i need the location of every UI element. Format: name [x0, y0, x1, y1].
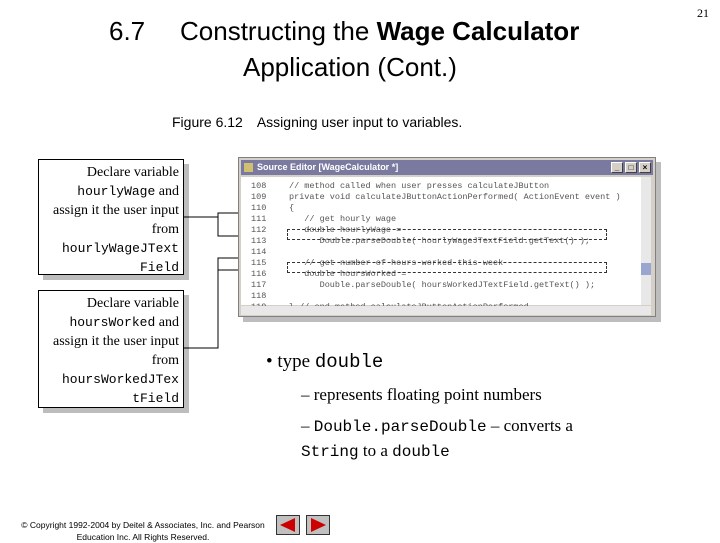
copyright-notice: [8, 519, 278, 543]
vertical-scrollbar[interactable]: [641, 177, 651, 305]
code-line: Double.parseDouble( hourlyWageJTextField.getText() );: [289, 236, 590, 246]
line-number: 117: [251, 280, 267, 290]
sub-bullet-text: to a: [358, 441, 393, 460]
minimize-icon[interactable]: _: [611, 162, 623, 173]
code-line: // method called when user presses calculateJButton: [289, 181, 550, 191]
code-line: Double.parseDouble( hoursWorkedJTextField.getText() );: [289, 280, 596, 290]
callout-code: hoursWorkedJTex tField: [61, 372, 179, 406]
prev-slide-button[interactable]: [276, 515, 300, 535]
callout-text: and assign it the user input from: [53, 184, 179, 237]
line-number: 118: [251, 291, 267, 301]
editor-titlebar: [241, 160, 653, 175]
figure-number: Figure 6.12: [172, 114, 243, 130]
editor-title: Source Editor [WageCalculator *]: [257, 162, 399, 172]
callout-code: hourlyWage: [77, 184, 156, 199]
copyright-line1: © Copyright 1992-2004 by Deitel & Associates, Inc. and Pearson: [21, 520, 265, 530]
sub-bullet-floating-point: – represents floating point numbers: [301, 385, 542, 404]
callout-code: hourlyWageJText Field: [61, 241, 179, 275]
next-slide-button[interactable]: [306, 515, 330, 535]
callout-text: and assign it the user input from: [53, 315, 179, 368]
section-number: 6.7: [109, 16, 146, 46]
line-number: 114: [251, 247, 267, 257]
code-line: {: [289, 203, 295, 213]
bullet-type-double: [266, 351, 383, 373]
sub-bullet-text: –: [301, 416, 314, 435]
line-number: 110: [251, 203, 267, 213]
code-line: double hourlyWage =: [289, 225, 402, 235]
line-gutter: [241, 177, 277, 305]
next-arrow-icon: [307, 516, 329, 534]
callout-text: Declare variable: [86, 296, 179, 311]
line-number: 108: [251, 181, 267, 191]
line-number: 111: [251, 214, 267, 224]
maximize-icon[interactable]: □: [625, 162, 637, 173]
highlight-hours-worked: [287, 262, 607, 273]
page-number: 21: [697, 6, 709, 20]
close-icon[interactable]: ×: [639, 162, 651, 173]
title-prefix: Constructing the: [180, 16, 377, 46]
horizontal-scrollbar[interactable]: [241, 306, 651, 315]
code-line: private void calculateJButtonActionPerformed( ActionEvent event ): [289, 192, 621, 202]
callout-text: Declare variable: [86, 165, 179, 180]
sub-bullet-text: – converts a: [486, 416, 573, 435]
slide-title-line2: Application (Cont.): [243, 52, 457, 82]
prev-arrow-icon: [277, 516, 299, 534]
bullet-text: • type: [266, 351, 315, 372]
callout-code: hoursWorked: [69, 315, 156, 330]
line-number: 109: [251, 192, 267, 202]
scroll-thumb[interactable]: [641, 263, 651, 275]
source-editor-window: [238, 157, 656, 317]
line-number: 112: [251, 225, 267, 235]
figure-caption-text: Assigning user input to variables.: [256, 114, 463, 130]
line-number: 116: [251, 269, 267, 279]
code-line: // get number of hours worked this week: [289, 258, 504, 268]
title-bold: Wage Calculator: [376, 16, 580, 46]
line-number: 113: [251, 236, 267, 246]
code-line: double hoursWorked =: [289, 269, 407, 279]
sub-bullet-code: Double.parseDouble: [313, 418, 487, 436]
editor-app-icon: [244, 163, 253, 172]
highlight-hourly-wage: [287, 229, 607, 240]
code-line: // get hourly wage: [289, 214, 397, 224]
line-number: 115: [251, 258, 267, 268]
code-area[interactable]: [241, 177, 651, 305]
sub-bullet-code: double: [392, 443, 450, 461]
sub-bullet-code: String: [301, 443, 359, 461]
bullet-code: double: [314, 351, 384, 373]
sub-bullet-parse-double: [301, 414, 631, 464]
copyright-line2: Education Inc. All Rights Reserved.: [76, 532, 210, 542]
